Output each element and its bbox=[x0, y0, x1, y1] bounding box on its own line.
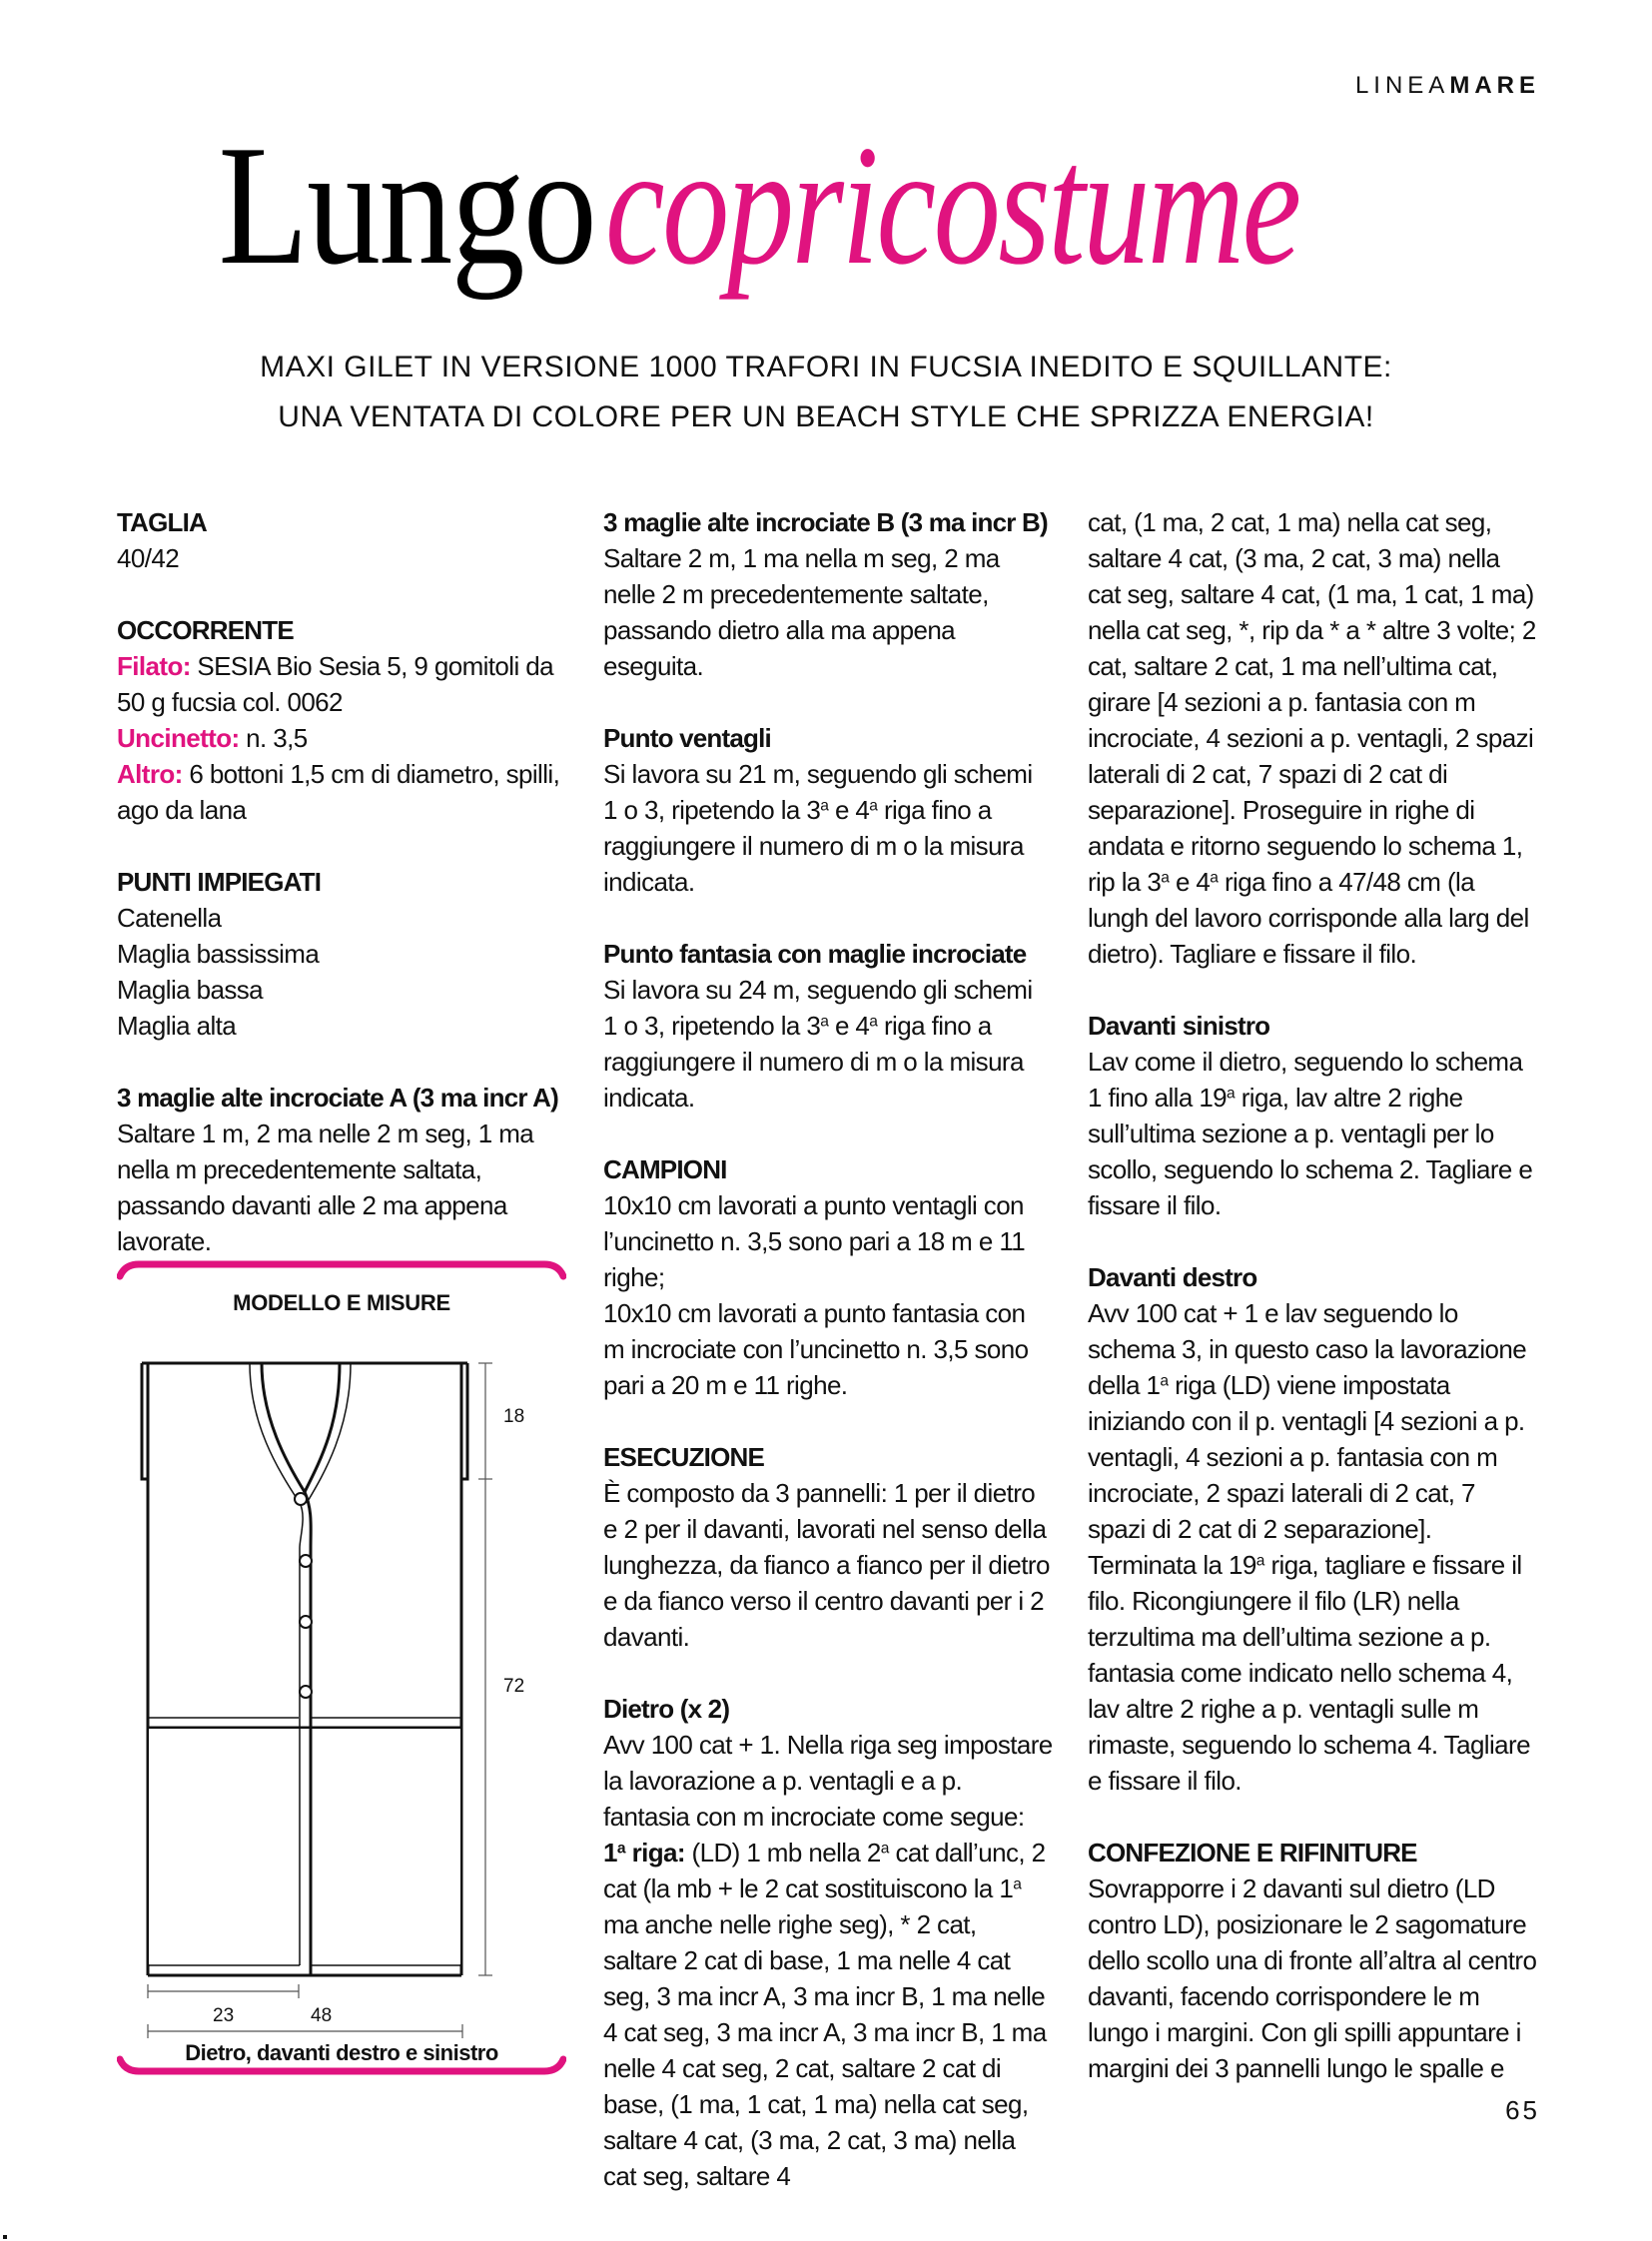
incr-b-text: Saltare 2 m, 1 ma nella m seg, 2 ma nelle 2 m precedentemente saltate, passando dietro alla ma appena eseguita. bbox=[603, 543, 1000, 681]
column-3 bbox=[1088, 504, 1537, 2122]
dimension-23: 23 bbox=[213, 2005, 235, 2026]
section-dietro bbox=[603, 1691, 1053, 2194]
occorrente-uncinetto bbox=[117, 720, 566, 756]
occorrente-altro bbox=[117, 756, 566, 828]
crop-mark bbox=[3, 2235, 7, 2239]
diagram-caption: Dietro, davanti destro e sinistro bbox=[185, 2040, 498, 2065]
button-icon bbox=[300, 1686, 312, 1698]
heading-punto-fantasia: Punto fantasia con maglie incrociate bbox=[603, 939, 1027, 969]
dimension-48: 48 bbox=[311, 2005, 333, 2026]
heading-occorrente: OCCORRENTE bbox=[117, 615, 294, 645]
section-punto-ventagli bbox=[603, 720, 1053, 900]
label-riga-1: 1$^a$ riga: bbox=[603, 1838, 685, 1868]
heading-punto-ventagli: Punto ventagli bbox=[603, 723, 771, 753]
label-altro: Altro: bbox=[117, 759, 183, 789]
davanti-sinistro-text: Lav come il dietro, seguendo lo schema 1 fino alla 19$^a$ riga, lav altre 2 righe sull’ultima sezione a p. ventagli per lo scollo, seguendo lo schema 2. Tagliare e fissare il filo. bbox=[1088, 1047, 1533, 1220]
section-occorrente bbox=[117, 612, 566, 828]
subtitle-line-1: MAXI GILET IN VERSIONE 1000 TRAFORI IN FUCSIA INEDITO E SQUILLANTE: bbox=[260, 351, 1392, 383]
section-confezione bbox=[1088, 1835, 1537, 2086]
davanti-destro-text-2: Terminata la 19$^a$ riga, tagliare e fissare il filo. Ricongiungere il filo (LR) nella terzultima ma dell’ultima sezione a p. fantasia come indicato nello schema 4, lav altre 2 righe a p. ventagli sulle m rimaste, seguendo lo schema 4. Tagliare e fissare il filo. bbox=[1088, 1550, 1530, 1796]
heading-campioni: CAMPIONI bbox=[603, 1154, 727, 1184]
section-incr-a bbox=[117, 1080, 566, 1259]
altro-text: 6 bottoni 1,5 cm di diametro, spilli, ago da lana bbox=[117, 759, 560, 825]
bracket-top bbox=[120, 1264, 563, 1276]
button-icon bbox=[295, 1493, 307, 1505]
label-filato: Filato: bbox=[117, 651, 191, 681]
filato-text: SESIA Bio Sesia 5, 9 gomitoli da 50 g fucsia col. 0062 bbox=[117, 651, 553, 717]
punto-ventagli-text: Si lavora su 21 m, seguendo gli schemi 1 o 3, ripetendo la 3$^a$ e 4$^a$ riga fino a raggiungere il numero di m o la misura indicata. bbox=[603, 759, 1033, 897]
button-icon bbox=[300, 1616, 312, 1628]
section-campioni bbox=[603, 1151, 1053, 1403]
diagram-drawing bbox=[117, 1248, 566, 2087]
heading-punti-impiegati: PUNTI IMPIEGATI bbox=[117, 867, 322, 897]
campioni-text-2: 10x10 cm lavorati a punto fantasia con m incrociate con l’uncinetto n. 3,5 sono pari a 20 m e 11 righe. bbox=[603, 1298, 1029, 1400]
garment-outline bbox=[142, 1363, 467, 1728]
label-uncinetto: Uncinetto: bbox=[117, 723, 240, 753]
title-word-lungo: Lungo bbox=[218, 111, 596, 301]
section-incr-b bbox=[603, 504, 1053, 684]
column-2 bbox=[603, 504, 1053, 2230]
incr-a-text: Saltare 1 m, 2 ma nelle 2 m seg, 1 ma nella m precedentemente saltata, passando davanti alle 2 ma appena lavorate. bbox=[117, 1119, 534, 1256]
button-icon bbox=[300, 1555, 312, 1567]
section-name-light: LINEA bbox=[1354, 72, 1450, 99]
section-esecuzione bbox=[603, 1439, 1053, 1655]
occorrente-filato bbox=[117, 648, 566, 720]
davanti-destro-text-1: Avv 100 cat + 1 e lav seguendo lo schema 3, in questo caso la lavorazione della 1$^a$ riga (LD) viene impostata iniziando con il p. ventagli [4 sezioni a p. ventagli, 4 sezioni a p. fantasia con m incrociate, 2 spazi laterali di 2 cat, 7 spazi di 2 cat di 2 separazione]. bbox=[1088, 1298, 1527, 1544]
punto-fantasia-text: Si lavora su 24 m, seguendo gli schemi 1 o 3, ripetendo la 3$^a$ e 4$^a$ riga fino a raggiungere il numero di m o la misura indicata. bbox=[603, 975, 1033, 1113]
heading-confezione: CONFEZIONE E RIFINITURE bbox=[1088, 1838, 1417, 1868]
page-number: 65 bbox=[1505, 2095, 1540, 2125]
dimension-18: 18 bbox=[503, 1406, 525, 1427]
column-1 bbox=[117, 504, 566, 1295]
campioni-text-1: 10x10 cm lavorati a punto ventagli con l’uncinetto n. 3,5 sono pari a 18 m e 11 righe; bbox=[603, 1190, 1026, 1292]
heading-dietro: Dietro (x 2) bbox=[603, 1694, 730, 1724]
taglia-value: 40/42 bbox=[117, 543, 180, 573]
heading-esecuzione: ESECUZIONE bbox=[603, 1442, 765, 1472]
heading-incr-b: 3 maglie alte incrociate B (3 ma incr B) bbox=[603, 507, 1048, 537]
subtitle-line-2: UNA VENTATA DI COLORE PER UN BEACH STYLE CHE SPRIZZA ENERGIA! bbox=[278, 400, 1374, 433]
confezione-text: Sovrapporre i 2 davanti sul dietro (LD contro LD), posizionare le 2 sagomature dello scollo una di fronte all’altra al centro davanti, facendo corrispondere le m lungo i margini. Con gli spilli appuntare i margini dei 3 pannelli lungo le spalle e bbox=[1088, 1873, 1537, 2083]
page-title bbox=[0, 111, 1652, 301]
section-taglia bbox=[117, 504, 566, 576]
diagram-modello-misure bbox=[117, 1248, 566, 2087]
section-name-bold: MARE bbox=[1449, 72, 1540, 99]
dietro-riga-1: 1$^a$ riga: (LD) 1 mb nella 2$^a$ cat dall’unc, 2 cat (la mb + le 2 cat sostituiscono la 1$^a$ ma anche nelle righe seg), * 2 cat, saltare 2 cat di base, 1 ma nelle 4 cat seg, 3 ma incr A, 3 ma incr B, 1 ma nelle 4 cat seg, 3 ma incr A, 3 ma incr B, 1 ma nelle 4 cat seg, 2 cat, saltare 2 cat di base, (1 ma, 1 cat, 1 ma) nella cat seg, saltare 4 cat, (3 ma, 2 cat, 3 ma) nella cat seg, saltare 4 bbox=[603, 1838, 1047, 2191]
subtitle bbox=[0, 343, 1652, 442]
list-item: Maglia bassissima bbox=[117, 939, 320, 969]
dietro-continued-text: cat, (1 ma, 2 cat, 1 ma) nella cat seg, saltare 4 cat, (3 ma, 2 cat, 3 ma) nella cat seg, saltare 4 cat, (1 ma, 1 cat, 1 ma) nella cat seg, *, rip da * a * altre 3 volte; 2 cat, saltare 2 cat, 1 ma nell’ultima cat, girare [4 sezioni a p. fantasia con m incrociate, 4 sezioni a p. ventagli, 2 spazi laterali di 2 cat, 7 spazi di 2 cat di separazione]. Proseguire in righe di andata e ritorno seguendo lo schema 1, rip la 3$^a$ e 4$^a$ riga fino a 47/48 cm (la lungh del lavoro corrisponde alla larg del dietro). Tagliare e fissare il filo. bbox=[1088, 507, 1536, 969]
section-punti-impiegati bbox=[117, 864, 566, 1044]
heading-taglia: TAGLIA bbox=[117, 507, 208, 537]
list-item: Catenella bbox=[117, 903, 222, 933]
section-punto-fantasia bbox=[603, 936, 1053, 1116]
uncinetto-text: n. 3,5 bbox=[239, 723, 308, 753]
section-davanti-destro bbox=[1088, 1259, 1537, 1799]
section-dietro-continued bbox=[1088, 504, 1537, 972]
dietro-intro: Avv 100 cat + 1. Nella riga seg impostare la lavorazione a p. ventagli e a p. fantasia con m incrociate come segue: bbox=[603, 1730, 1053, 1832]
dimension-72: 72 bbox=[503, 1676, 525, 1697]
heading-davanti-destro: Davanti destro bbox=[1088, 1262, 1257, 1292]
heading-incr-a: 3 maglie alte incrociate A (3 ma incr A) bbox=[117, 1083, 558, 1113]
list-item: Maglia bassa bbox=[117, 975, 263, 1005]
list-item: Maglia alta bbox=[117, 1011, 237, 1041]
esecuzione-text: È composto da 3 pannelli: 1 per il dietro e 2 per il davanti, lavorati nel senso della lunghezza, da fianco a fianco per il dietro e da fianco verso il centro davanti per i 2 davanti. bbox=[603, 1478, 1050, 1652]
section-davanti-sinistro bbox=[1088, 1008, 1537, 1223]
running-head bbox=[1355, 72, 1540, 100]
diagram-title: MODELLO E MISURE bbox=[233, 1290, 450, 1315]
heading-davanti-sinistro: Davanti sinistro bbox=[1088, 1011, 1270, 1041]
title-word-copricostume: copricostume bbox=[605, 111, 1299, 301]
